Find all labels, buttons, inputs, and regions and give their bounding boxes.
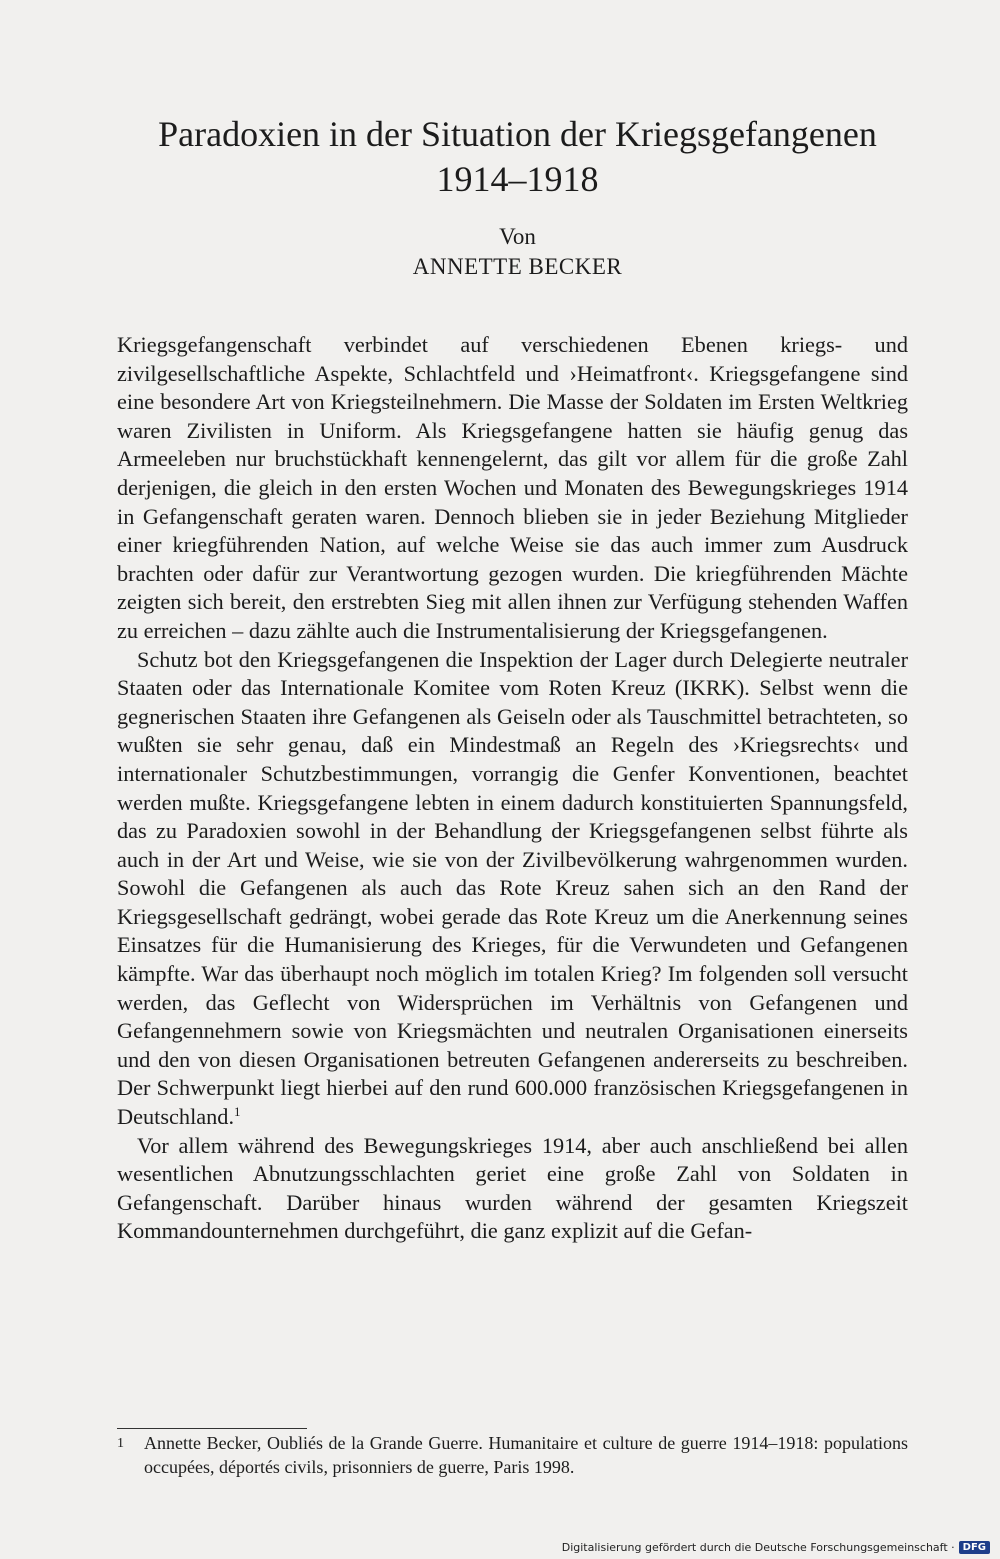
paragraph-3: Vor allem während des Bewegungskrieges 1914, aber auch anschließend bei allen wesentlichen Abnutzungsschlachten geriet eine große Zahl von Soldaten in Gefangenschaft. Darüber hinaus wurden während der gesamten Kriegszeit Kommandounternehmen durchgeführt, die ganz explizit auf die Gefan-: [117, 1132, 908, 1244]
footnote: [117, 1432, 908, 1479]
author-name: ANNETTE BECKER: [412, 254, 623, 279]
footnote-number: 1: [117, 1436, 124, 1451]
byline-von: Von: [499, 224, 536, 249]
title-line-1: Paradoxien in der Situation der Kriegsgefangenen: [158, 114, 877, 154]
footnote-divider: [117, 1428, 307, 1429]
footnote-reference[interactable]: 1: [234, 1104, 241, 1120]
byline: [100, 222, 935, 282]
dfg-watermark: [562, 1541, 990, 1554]
paragraph-1: Kriegsgefangenschaft verbindet auf verschiedenen Ebenen kriegs- und zivilgesellschaftliche Aspekte, Schlachtfeld und ›Heimatfront‹. Kriegsgefangene sind eine besondere Art von Kriegsteilnehmern. Die Masse der Soldaten im Ersten Weltkrieg waren Zivilisten in Uniform. Als Kriegsgefangene hatten sie häufig genug das Armeeleben nur bruchstückhaft kennengelernt, das gilt vor allem für die große Zahl derjenigen, die gleich in den ersten Wochen und Monaten des Bewegungskrieges 1914 in Gefangenschaft geraten waren. Dennoch blieben sie in jeder Beziehung Mitglieder einer kriegführenden Nation, auf welche Weise sie das auch immer zum Ausdruck brachten oder dafür zur Verantwortung gezogen wurden. Die kriegführenden Mächte zeigten sich bereit, den erstrebten Sieg mit allen ihnen zur Verfügung stehenden Waffen zu erreichen – dazu zählte auch die Instrumentalisierung der Kriegsgefangenen.: [117, 332, 908, 643]
footnote-text: Annette Becker, Oubliés de la Grande Guerre. Humanitaire et culture de guerre 1914–1918: populations occupées, déportés civils, prisonniers de guerre, Paris 1998.: [144, 1433, 908, 1477]
dfg-logo: DFG: [959, 1541, 990, 1554]
title-line-2: 1914–1918: [436, 159, 599, 199]
paragraph-2: [117, 646, 908, 1132]
article-title: [100, 112, 935, 202]
article-body: [117, 331, 908, 1246]
paragraph-2-text: Schutz bot den Kriegsgefangenen die Inspektion der Lager durch Delegierte neutraler Staaten oder das Internationale Komitee vom Roten Kreuz (IKRK). Selbst wenn die gegnerischen Staaten ihre Gefangenen als Geiseln oder als Tauschmittel betrachteten, so wußten sie sehr genau, daß ein Mindestmaß an Regeln des ›Kriegsrechts‹ und internationaler Schutzbestimmungen, vorrangig die Genfer Konventionen, beachtet werden mußte. Kriegsgefangene lebten in einem dadurch konstituierten Spannungsfeld, das zu Paradoxien sowohl in der Behandlung der Kriegsgefangenen selbst führte als auch in der Art und Weise, wie sie von der Zivilbevölkerung wahrgenommen wurden. Sowohl die Gefangenen als auch das Rote Kreuz sahen sich an den Rand der Kriegsgesellschaft gedrängt, wobei gerade das Rote Kreuz um die Anerkennung seines Einsatzes für die Humanisierung des Krieges, für die Verwundeten und Gefangenen kämpfte. War das überhaupt noch möglich im totalen Krieg? Im folgenden soll versucht werden, das Geflecht von Widersprüchen im Verhältnis von Gefangenen und Gefangennehmern sowie von Kriegsmächten und neutralen Organisationen einerseits und den von diesen Organisationen betreuten Gefangenen andererseits zu beschreiben. Der Schwerpunkt liegt hierbei auf den rund 600.000 französischen Kriegsgefangenen in Deutschland.: [117, 646, 908, 1130]
watermark-text: Digitalisierung gefördert durch die Deutsche Forschungsgemeinschaft ·: [561, 1541, 955, 1554]
